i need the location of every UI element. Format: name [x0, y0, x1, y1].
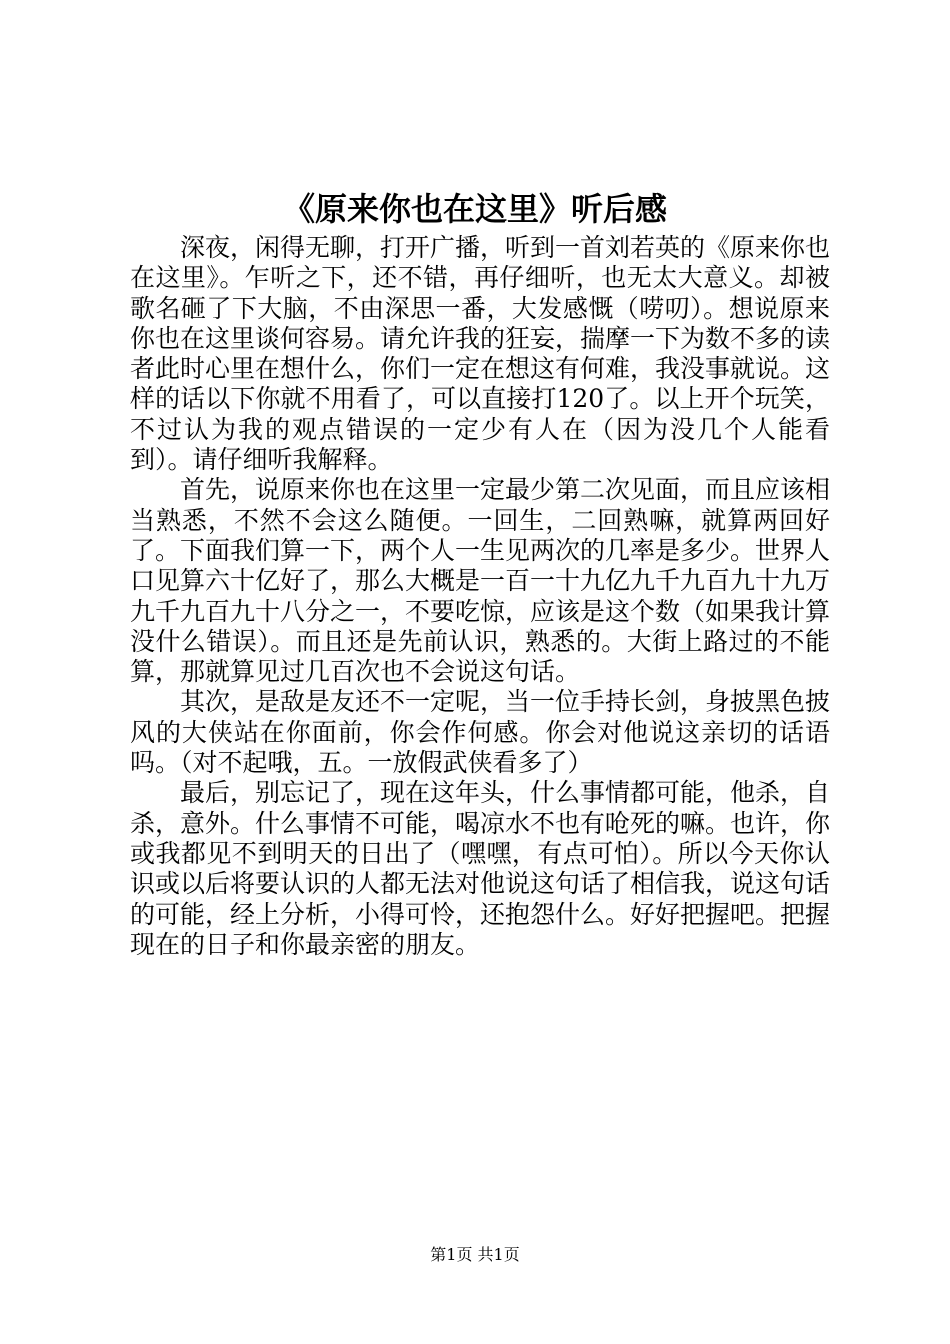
document-body	[130, 233, 830, 960]
paragraph-2: 首先，说原来你也在这里一定最少第二次见面，而且应该相当熟悉，不然不会这么随便。一回生，二回熟嘛，就算两回好了。下面我们算一下，两个人一生见两次的几率是多少。世界人口见算六十亿好了，那么大概是一百一十九亿九千九百九十九万九千九百九十八分之一，不要吃惊，应该是这个数（如果我计算没什么错误）。而且还是先前认识，熟悉的。大街上路过的不能算，那就算见过几百次也不会说这句话。	[130, 475, 831, 687]
paragraph-1: 深夜，闲得无聊，打开广播，听到一首刘若英的《原来你也在这里》。乍听之下，还不错，再仔细听，也无太大意义。却被歌名砸了下大脑，不由深思一番，大发感慨（唠叨）。想说原来你也在这里谈何容易。请允许我的狂妄，揣摩一下为数不多的读者此时心里在想什么，你们一定在想这有何难，我没事就说。这样的话以下你就不用看了，可以直接打120了。以上开个玩笑，不过认为我的观点错误的一定少有人在（因为没几个人能看到）。请仔细听我解释。	[130, 233, 831, 475]
paragraph-3: 其次，是敌是友还不一定呢，当一位手持长剑，身披黑色披风的大侠站在你面前，你会作何感。你会对他说这亲切的话语吗。（对不起哦，五。一放假武侠看多了）	[130, 687, 831, 778]
document-title: 《原来你也在这里》听后感	[282, 190, 667, 228]
page-number-footer: 第1页 共1页	[430, 1245, 520, 1264]
paragraph-4: 最后，别忘记了，现在这年头，什么事情都可能，他杀，自杀，意外。什么事情不可能，喝凉水不也有呛死的嘛。也许，你或我都见不到明天的日出了（嘿嘿，有点可怕）。所以今天你认识或以后将要认识的人都无法对他说这句话了相信我，说这句话的可能，经上分析，小得可怜，还抱怨什么。好好把握吧。把握现在的日子和你最亲密的朋友。	[130, 778, 831, 959]
